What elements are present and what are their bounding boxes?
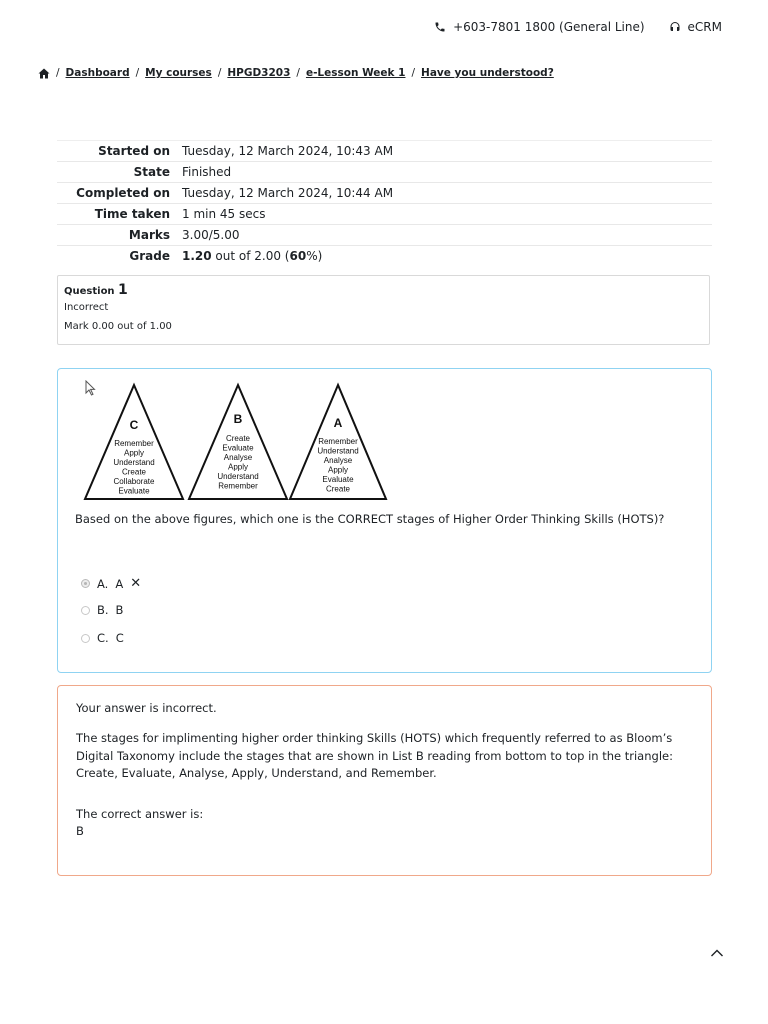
triangle-item: Apply — [123, 448, 145, 458]
phone-icon — [434, 21, 446, 33]
breadcrumb — [38, 67, 554, 79]
option-letter: B. — [97, 603, 109, 617]
triangle-item: Analyse — [323, 456, 353, 465]
triangle-item: Remember — [114, 439, 154, 448]
triangle-item: Create — [121, 467, 147, 477]
top-contact-bar — [434, 20, 722, 34]
summary-label: Completed on — [57, 183, 182, 204]
breadcrumb-dashboard[interactable]: Dashboard — [65, 67, 130, 79]
phone-number: +603-7801 1800 (General Line) — [453, 20, 645, 34]
option-letter: A. — [97, 576, 109, 591]
breadcrumb-my-courses[interactable]: My courses — [145, 67, 212, 79]
feedback-status: Your answer is incorrect. — [76, 701, 217, 715]
radio-button[interactable] — [81, 634, 90, 643]
triangle-item: Apply — [227, 462, 249, 472]
triangle-letter: C — [129, 418, 139, 432]
triangle-item: Analyse — [223, 453, 253, 462]
answer-option-a[interactable] — [81, 576, 141, 591]
summary-label: State — [57, 162, 182, 183]
summary-value: 1 min 45 secs — [182, 204, 712, 225]
triangle-item: Understand — [217, 472, 259, 481]
question-number-value: 1 — [118, 282, 128, 298]
triangle-item: Apply — [327, 465, 349, 475]
correct-answer-label: The correct answer is: — [76, 807, 204, 821]
breadcrumb-separator: / — [296, 67, 300, 79]
triangle-figure-b — [187, 381, 289, 501]
summary-row — [57, 162, 712, 183]
grade-percent: 60 — [289, 249, 307, 263]
correct-answer-value: B — [76, 824, 84, 839]
headset-icon — [669, 21, 681, 33]
triangle-figure-c — [83, 381, 185, 501]
ecrm-label: eCRM — [687, 20, 722, 34]
summary-row — [57, 204, 712, 225]
summary-value: Tuesday, 12 March 2024, 10:44 AM — [182, 183, 712, 204]
feedback-box — [57, 685, 712, 876]
incorrect-icon: ✕ — [130, 576, 142, 591]
triangle-figure-a — [288, 381, 388, 501]
breadcrumb-separator: / — [217, 67, 222, 79]
triangle-item: Evaluate — [222, 443, 254, 453]
breadcrumb-quiz[interactable]: Have you understood? — [421, 67, 554, 79]
back-to-top-icon[interactable] — [710, 946, 724, 960]
answer-option-b[interactable] — [81, 603, 123, 617]
option-text: C — [115, 631, 124, 645]
answer-option-c[interactable] — [81, 631, 124, 645]
ecrm-link[interactable] — [669, 20, 722, 34]
radio-button[interactable] — [81, 579, 90, 588]
summary-label: Marks — [57, 225, 182, 246]
triangle-item: Evaluate — [118, 486, 150, 496]
summary-row — [57, 246, 712, 267]
radio-button[interactable] — [81, 606, 90, 615]
summary-value: 3.00/5.00 — [182, 225, 712, 246]
breadcrumb-separator: / — [411, 67, 416, 79]
option-text: A — [115, 576, 124, 591]
summary-value: Finished — [182, 162, 712, 183]
home-icon[interactable] — [38, 68, 50, 79]
breadcrumb-course[interactable]: HPGD3203 — [227, 67, 291, 79]
question-state: Incorrect — [64, 302, 109, 313]
phone-link[interactable] — [434, 20, 644, 34]
breadcrumb-separator: / — [135, 67, 140, 79]
breadcrumb-lesson[interactable]: e-Lesson Week 1 — [305, 67, 406, 79]
triangle-item: Collaborate — [113, 477, 155, 486]
summary-row — [57, 141, 712, 162]
question-text: Based on the above figures, which one is the CORRECT stages of Higher Order Thinking Skills (HOTS)? — [75, 512, 665, 526]
triangle-item: Create — [325, 484, 351, 494]
question-mark: Mark 0.00 out of 1.00 — [64, 321, 172, 332]
general-feedback: The stages for implimenting higher order thinking Skills (HOTS) which frequently referred to as Bloom’s Digital Taxonomy include the stages that are shown in List B reading from bottom to top in the triangle: Create, Evaluate, Analyse, Apply, Understand, and Remember. — [76, 731, 673, 780]
attempt-summary-table — [57, 140, 712, 266]
question-prefix: Question — [64, 286, 115, 297]
summary-label: Grade — [57, 246, 182, 267]
triangle-item: Create — [225, 434, 251, 443]
grade-end: %) — [306, 249, 323, 263]
summary-row — [57, 225, 712, 246]
triangle-item: Remember — [218, 481, 258, 491]
question-number — [64, 282, 703, 298]
grade-value — [182, 246, 712, 267]
option-letter: C. — [97, 631, 109, 645]
summary-label: Time taken — [57, 204, 182, 225]
grade-score: 1.20 — [182, 249, 212, 263]
question-info-box — [57, 275, 710, 345]
summary-value: Tuesday, 12 March 2024, 10:43 AM — [182, 141, 712, 162]
triangle-letter: B — [233, 412, 243, 426]
grade-out-of: out of 2.00 ( — [211, 249, 290, 263]
summary-label: Started on — [57, 141, 182, 162]
triangle-item: Understand — [317, 446, 359, 456]
summary-row — [57, 183, 712, 204]
triangle-item: Remember — [318, 437, 358, 446]
breadcrumb-separator: / — [56, 67, 60, 79]
triangle-letter: A — [333, 416, 343, 430]
triangle-item: Evaluate — [322, 475, 354, 484]
option-text: B — [115, 603, 124, 617]
question-content-box — [57, 368, 712, 673]
triangle-item: Understand — [113, 458, 155, 467]
